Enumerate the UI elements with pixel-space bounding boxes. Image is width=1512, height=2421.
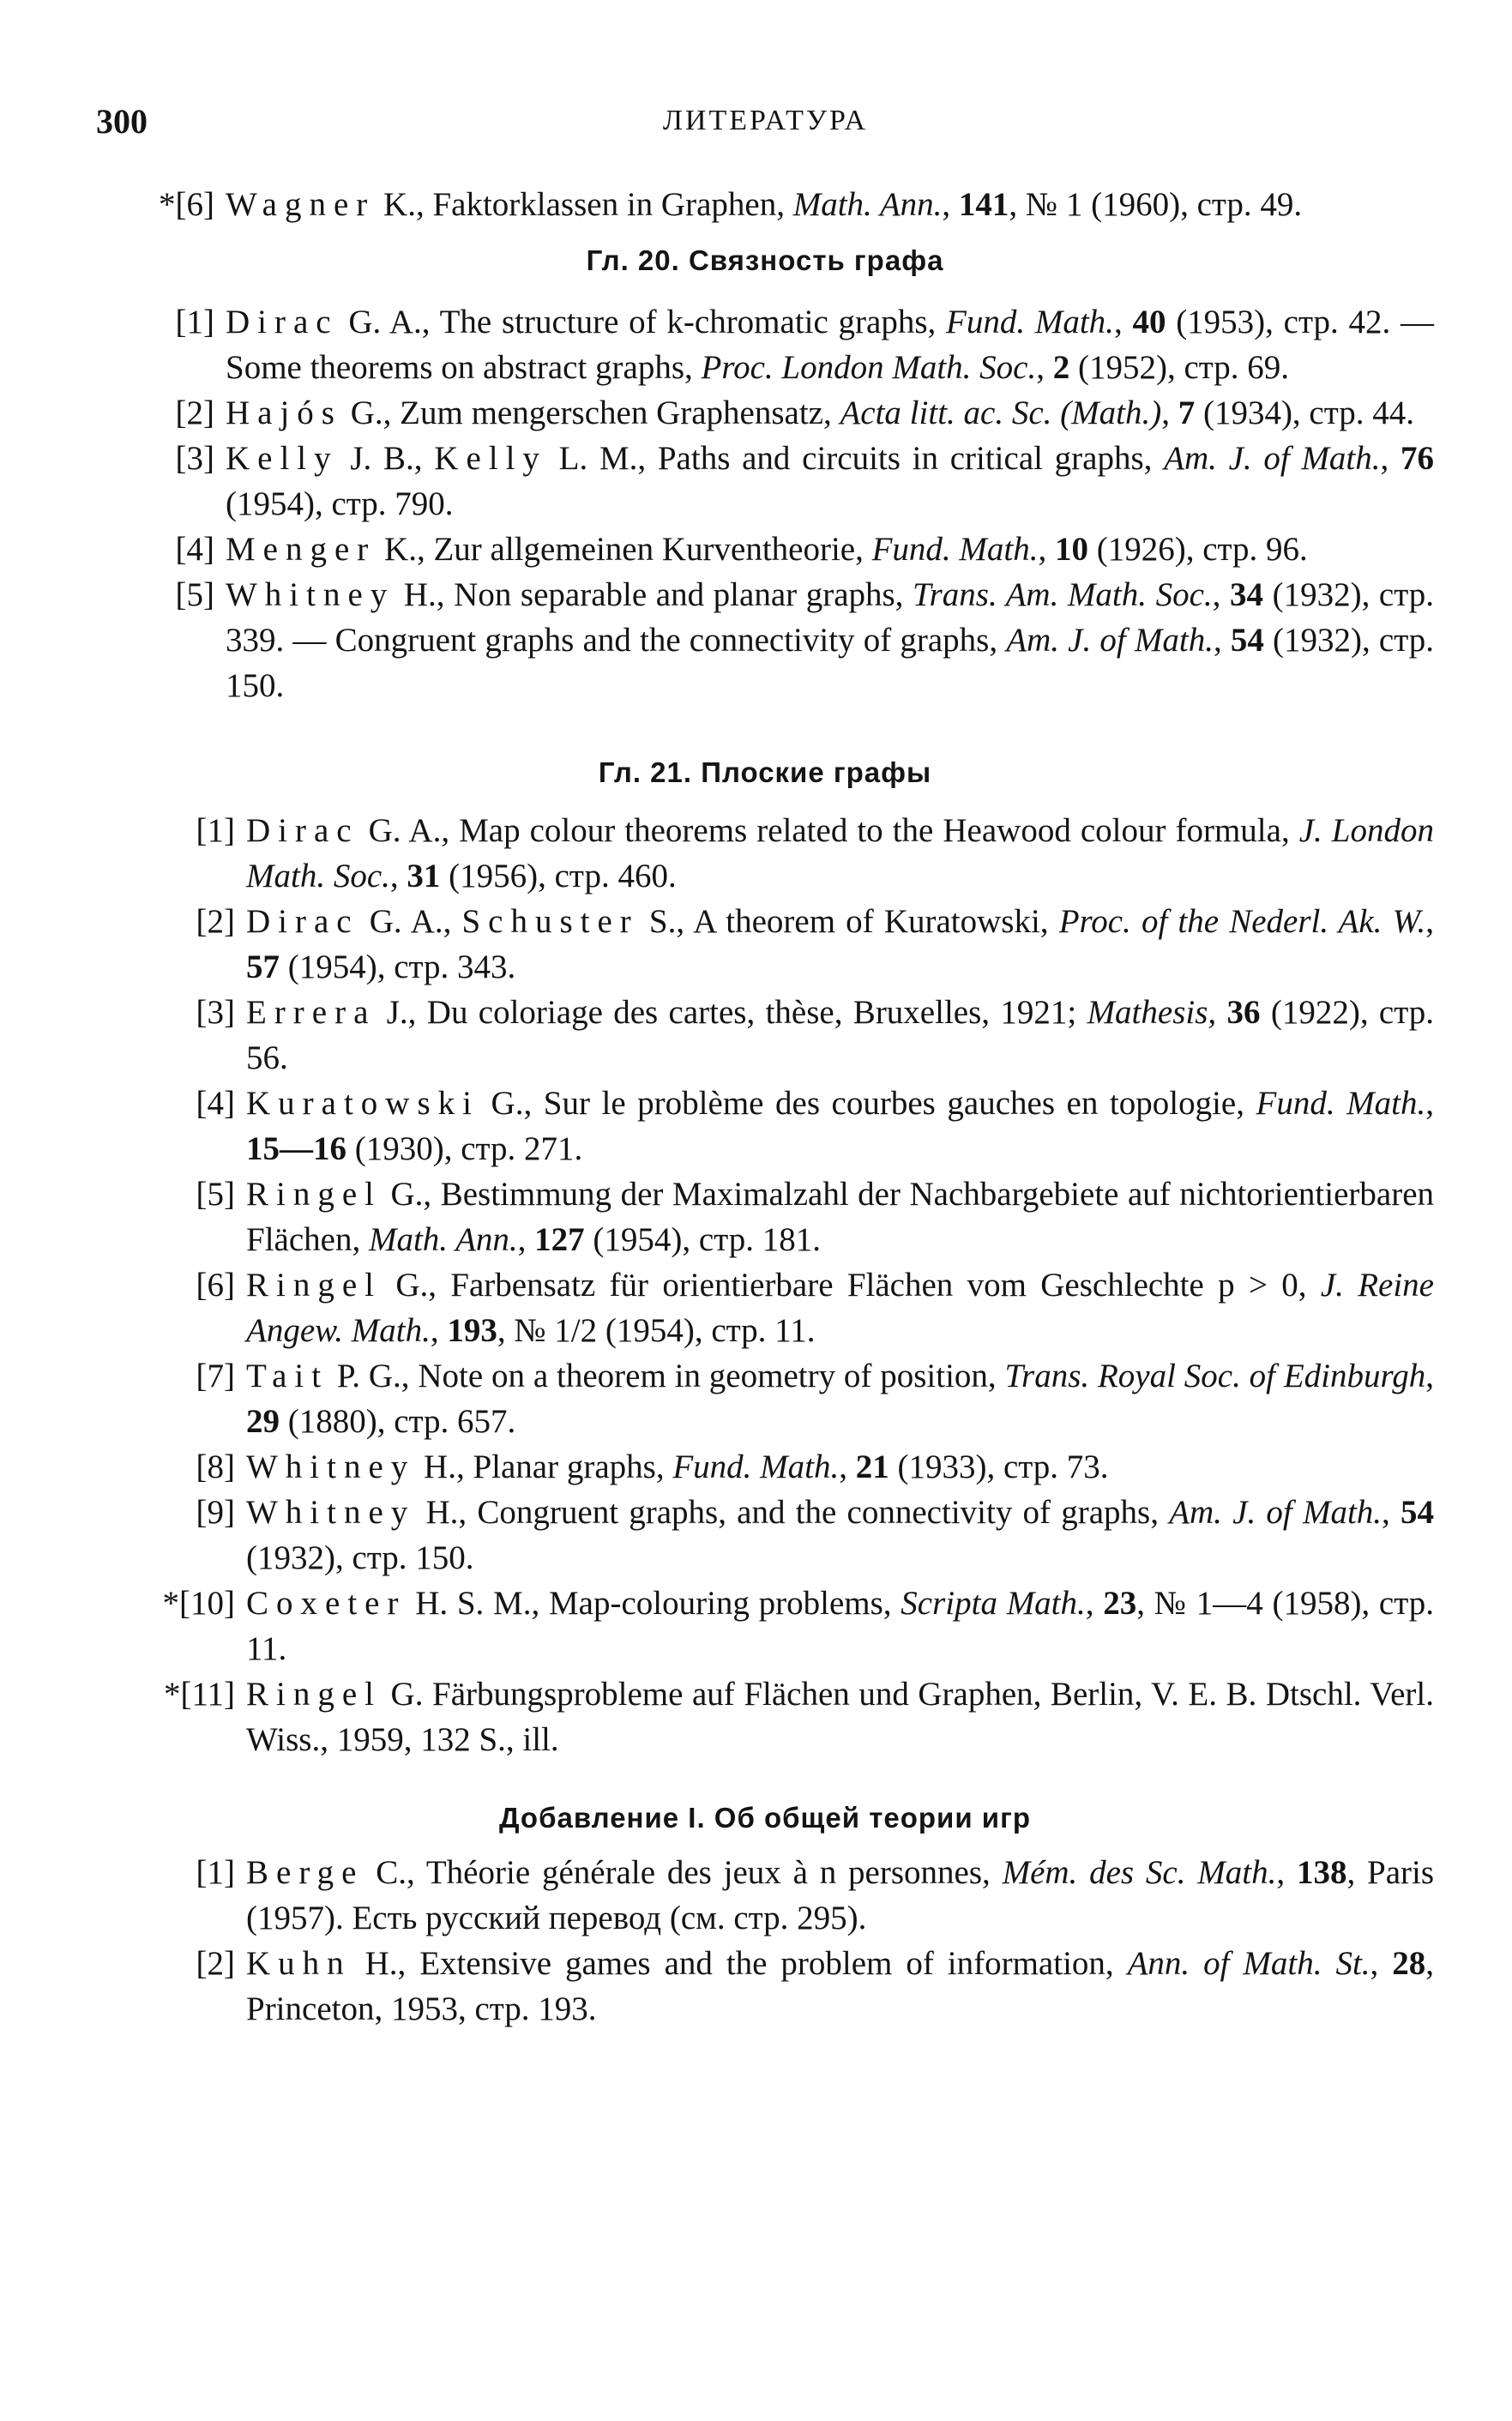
reference-text: G. A., xyxy=(358,903,462,940)
reference-author: Whitney xyxy=(246,1494,416,1531)
reference-number: [3] xyxy=(196,994,235,1031)
reference-author: Dirac xyxy=(226,304,339,340)
reference-journal: Ann. of Math. St. xyxy=(1127,1945,1370,1982)
reference-volume: 54 xyxy=(1230,622,1264,659)
reference-number: [4] xyxy=(196,1085,235,1122)
reference-text: H., Planar graphs, xyxy=(415,1448,673,1485)
reference-journal: Proc. of the Nederl. Ak. W. xyxy=(1058,903,1426,940)
reference-volume: 7 xyxy=(1178,394,1196,431)
reference-author: Coxeter xyxy=(246,1585,407,1622)
reference-text: G. A., Map colour theorems related to the Heawood colour formula, xyxy=(358,812,1299,849)
reference-number: [5] xyxy=(175,576,214,613)
reference-entry: [7] Tait P. G., Note on a theorem in geometry of position, Trans. Royal Soc. of Edinburgh, 29 (1880), стр. 657. xyxy=(96,1353,1434,1444)
reference-volume: 76 xyxy=(1401,440,1435,477)
reference-entry: [4] Kuratowski G., Sur le problème des courbes gauches en topologie, Fund. Math., 15—16 (1930), стр. 271. xyxy=(96,1081,1434,1171)
reference-journal: Math. Ann. xyxy=(792,186,943,223)
reference-entry: [1] Berge C., Théorie générale des jeux à n personnes, Mém. des Sc. Math., 138, Paris (1957). Есть русский перевод (см. стр. 295). xyxy=(96,1850,1434,1941)
reference-author: Ringel xyxy=(246,1267,382,1304)
reference-entry: [3] Kelly J. B., Kelly L. M., Paths and circuits in critical graphs, Am. J. of Math., 76 (1954), стр. 790. xyxy=(75,436,1434,527)
reference-rest: (1954), стр. 343. xyxy=(280,949,516,985)
chapter-21-references xyxy=(96,808,1434,1762)
reference-author: Dirac xyxy=(246,903,359,940)
reference-journal: Fund. Math. xyxy=(1256,1085,1426,1122)
reference-entry: [8] Whitney H., Planar graphs, Fund. Math., 21 (1933), стр. 73. xyxy=(96,1444,1434,1490)
reference-text: G. A., The structure of k-chromatic graphs, xyxy=(338,304,947,340)
reference-author: Tait xyxy=(246,1358,329,1394)
reference-author: Kuratowski xyxy=(246,1085,479,1122)
reference-volume: 138 xyxy=(1296,1854,1347,1891)
reference-rest: , № 1/2 (1954), стр. 11. xyxy=(497,1312,816,1349)
reference-entry: [1] Dirac G. A., The structure of k-chromatic graphs, Fund. Math., 40 (1953), стр. 42. — Some theorems on abstract graphs, Proc. London Math. Soc., 2 (1952), стр. 69. xyxy=(75,299,1434,390)
reference-author: Dirac xyxy=(246,812,359,849)
reference-author: Kuhn xyxy=(246,1945,352,1982)
reference-number: [4] xyxy=(175,531,214,568)
bibliography xyxy=(96,182,1434,2032)
reference-rest: (1926), стр. 96. xyxy=(1088,531,1308,568)
reference-text: K., Zur allgemeinen Kurventheorie, xyxy=(376,531,872,568)
reference-author: Berge xyxy=(246,1854,364,1891)
reference-text: G., Farbensatz für orientierbare Flächen vom Geschlechte p > 0, xyxy=(382,1267,1321,1304)
reference-author: Whitney xyxy=(246,1448,416,1485)
reference-number: *[6] xyxy=(159,186,214,223)
reference-journal: Am. J. of Math. xyxy=(1169,1494,1382,1531)
reference-rest: , Princeton, 1953, стр. 193. xyxy=(246,1945,1434,2027)
reference-rest: (1880), стр. 657. xyxy=(280,1403,516,1440)
reference-text: C., Théorie générale des jeux à n personnes, xyxy=(364,1854,1003,1891)
reference-text: J. B., xyxy=(338,440,435,477)
reference-rest: , № 1 (1960), стр. 49. xyxy=(1009,186,1303,223)
reference-volume: 54 xyxy=(1401,1494,1434,1531)
page-number: 300 xyxy=(96,102,148,141)
appendix-references xyxy=(96,1850,1434,2032)
reference-rest: (1952), стр. 69. xyxy=(1069,349,1290,386)
reference-entry: *[10] Coxeter H. S. M., Map-colouring problems, Scripta Math., 23, № 1—4 (1958), стр. 11. xyxy=(96,1581,1434,1671)
section-continued xyxy=(75,182,1434,227)
reference-number: [9] xyxy=(196,1494,235,1531)
reference-rest: (1933), стр. 73. xyxy=(889,1448,1109,1485)
reference-entry: [2] Hajós G., Zum mengerschen Graphensatz, Acta litt. ac. Sc. (Math.), 7 (1934), стр. 44. xyxy=(75,390,1434,436)
reference-rest: (1932), стр. 150. xyxy=(226,622,1435,704)
reference-text: P. G., Note on a theorem in geometry of position, xyxy=(328,1358,1005,1394)
reference-author: Hajós xyxy=(226,394,342,431)
reference-number: [7] xyxy=(196,1358,235,1394)
reference-entry: [2] Kuhn H., Extensive games and the problem of information, Ann. of Math. St., 28, Princeton, 1953, стр. 193. xyxy=(96,1941,1434,2032)
reference-journal: J. Reine Angew. Math. xyxy=(246,1267,1434,1349)
reference-journal: Fund. Math. xyxy=(672,1448,840,1485)
reference-volume: 57 xyxy=(246,949,280,985)
reference-entry xyxy=(96,1671,1434,1762)
reference-rest: (1932), стр. 150. xyxy=(246,1539,474,1576)
reference-volume: 29 xyxy=(246,1403,280,1440)
reference-entry: [4] Menger K., Zur allgemeinen Kurventheorie, Fund. Math., 10 (1926), стр. 96. xyxy=(75,527,1434,572)
reference-journal: Am. J. of Math. xyxy=(1164,440,1381,477)
reference-rest: (1954), стр. 790. xyxy=(226,485,454,522)
reference-number: [8] xyxy=(196,1448,235,1485)
reference-volume: 193 xyxy=(447,1312,497,1349)
reference-entry: [9] Whitney H., Congruent graphs, and the connectivity of graphs, Am. J. of Math., 54 (1932), стр. 150. xyxy=(96,1490,1434,1581)
chapter-heading: Добавление I. Об общей теории игр xyxy=(499,1802,1031,1834)
reference-text: G., Bestimmung der Maximalzahl der Nachbargebiete auf nichtorientierbaren Flächen, xyxy=(246,1176,1434,1258)
chapter-heading: Гл. 20. Связность графа xyxy=(586,244,944,276)
reference-volume: 40 xyxy=(1132,304,1166,340)
reference-number: [1] xyxy=(196,1854,235,1891)
reference-text: H. S. M., Map-colouring problems, xyxy=(406,1585,901,1622)
reference-volume: 31 xyxy=(407,858,441,894)
reference-text: J., Du coloriage des cartes, thèse, Bruxelles, 1921; xyxy=(376,994,1087,1031)
reference-journal: Mathesis, xyxy=(1087,994,1217,1031)
chapter-heading: Гл. 21. Плоские графы xyxy=(598,756,932,788)
reference-author: Wagner xyxy=(226,186,376,223)
reference-journal: Mém. des Sc. Math. xyxy=(1002,1854,1277,1891)
reference-volume: 21 xyxy=(855,1448,889,1485)
reference-author: Whitney xyxy=(226,576,395,613)
reference-volume: 141 xyxy=(958,186,1009,223)
reference-rest: (1930), стр. 271. xyxy=(346,1130,583,1167)
reference-author: Ringel xyxy=(246,1676,382,1713)
reference-entry: [1] Dirac G. A., Map colour theorems related to the Heawood colour formula, J. London Math. Soc., 31 (1956), стр. 460. xyxy=(96,808,1434,899)
reference-volume: 15—16 xyxy=(246,1130,346,1167)
reference-rest: (1922), стр. 56. xyxy=(246,994,1434,1076)
reference-journal: Scripta Math. xyxy=(901,1585,1086,1622)
reference-rest: (1934), стр. 44. xyxy=(1195,394,1415,431)
reference-volume: 2 xyxy=(1052,349,1070,386)
reference-entry: [5] Ringel G., Bestimmung der Maximalzahl der Nachbargebiete auf nichtorientierbaren Flächen, Math. Ann., 127 (1954), стр. 181. xyxy=(96,1171,1434,1262)
reference-volume: 28 xyxy=(1392,1945,1426,1982)
reference-number: [1] xyxy=(196,812,235,849)
reference-journal: Math. Ann. xyxy=(368,1221,518,1258)
reference-number: [5] xyxy=(196,1176,235,1213)
page-header xyxy=(96,101,1435,144)
reference-author: Kelly xyxy=(226,440,339,477)
reference-number: [2] xyxy=(196,1945,235,1982)
reference-entry: [2] Dirac G. A., Schuster S., A theorem of Kuratowski, Proc. of the Nederl. Ak. W., 57 (1954), стр. 343. xyxy=(96,899,1434,990)
reference-text: L. M., Paths and circuits in critical graphs, xyxy=(546,440,1165,477)
reference-number: [2] xyxy=(196,903,235,940)
reference-text: S., A theorem of Kuratowski, xyxy=(638,903,1059,940)
reference-journal: Fund. Math. xyxy=(871,531,1039,568)
reference-entry: [6] Ringel G., Farbensatz für orientierbare Flächen vom Geschlechte p > 0, J. Reine Angew. Math., 193, № 1/2 (1954), стр. 11. xyxy=(96,1262,1434,1353)
reference-journal: Fund. Math. xyxy=(946,304,1114,340)
reference-rest: , № 1—4 (1958), стр. 11. xyxy=(246,1585,1435,1667)
reference-number: [1] xyxy=(175,304,214,340)
reference-journal: Trans. Am. Math. Soc. xyxy=(913,576,1213,613)
reference-journal: Acta litt. ac. Sc. (Math.) xyxy=(840,394,1162,431)
reference-text: H., Congruent graphs, and the connectivity of graphs, xyxy=(415,1494,1170,1531)
reference-rest: (1954), стр. 181. xyxy=(584,1221,821,1258)
reference-journal: Proc. London Math. Soc. xyxy=(701,349,1037,386)
reference-number: *[10] xyxy=(162,1585,235,1622)
reference-text: K., Faktorklassen in Graphen, xyxy=(375,186,793,223)
reference-text: G. Färbungsprobleme auf Flächen und Graphen, Berlin, V. E. B. Dtschl. Verl. Wiss., 1959, 132 S., ill. xyxy=(246,1676,1434,1758)
reference-number: [2] xyxy=(175,394,214,431)
reference-volume: 127 xyxy=(534,1221,585,1258)
reference-author: Menger xyxy=(226,531,376,568)
reference-number: *[11] xyxy=(163,1676,235,1713)
reference-rest: (1953), стр. 42. — Some theorems on abstract graphs, xyxy=(226,304,1434,386)
reference-journal: J. London Math. Soc. xyxy=(246,812,1434,894)
reference-author: Errera xyxy=(246,994,376,1031)
reference-coauthor: Schuster xyxy=(461,903,639,940)
chapter-20-references xyxy=(75,299,1434,708)
reference-text: H., Non separable and planar graphs, xyxy=(395,576,913,613)
reference-entry: *[6] Wagner K., Faktorklassen in Graphen, Math. Ann., 141, № 1 (1960), стр. 49. xyxy=(75,182,1434,227)
reference-number: [6] xyxy=(196,1267,235,1304)
reference-number: [3] xyxy=(175,440,214,477)
reference-volume: 36 xyxy=(1226,994,1261,1031)
reference-rest: , Paris (1957). Есть русский перевод (см. стр. 295). xyxy=(246,1854,1435,1936)
reference-entry xyxy=(96,990,1434,1081)
reference-text: G., Sur le problème des courbes gauches en topologie, xyxy=(479,1085,1256,1122)
reference-text: H., Extensive games and the problem of information, xyxy=(351,1945,1128,1982)
reference-volume: 10 xyxy=(1055,531,1088,568)
reference-journal: Trans. Royal Soc. of Edinburgh xyxy=(1004,1358,1426,1394)
reference-author: Ringel xyxy=(246,1176,382,1213)
reference-coauthor: Kelly xyxy=(434,440,547,477)
running-head: ЛИТЕРАТУРА xyxy=(662,105,869,136)
reference-journal: Am. J. of Math. xyxy=(1006,622,1214,659)
reference-text: G., Zum mengerschen Graphensatz, xyxy=(342,394,840,431)
reference-volume: 34 xyxy=(1230,576,1264,613)
reference-rest: (1932), стр. 339. — Congruent graphs and the connectivity of graphs, xyxy=(226,576,1435,659)
reference-entry: [5] Whitney H., Non separable and planar graphs, Trans. Am. Math. Soc., 34 (1932), стр. 339. — Congruent graphs and the connectivity of graphs, Am. J. of Math., 54 (1932), стр. 150. xyxy=(75,572,1434,708)
reference-rest: (1956), стр. 460. xyxy=(440,858,677,894)
reference-volume: 23 xyxy=(1103,1585,1137,1622)
